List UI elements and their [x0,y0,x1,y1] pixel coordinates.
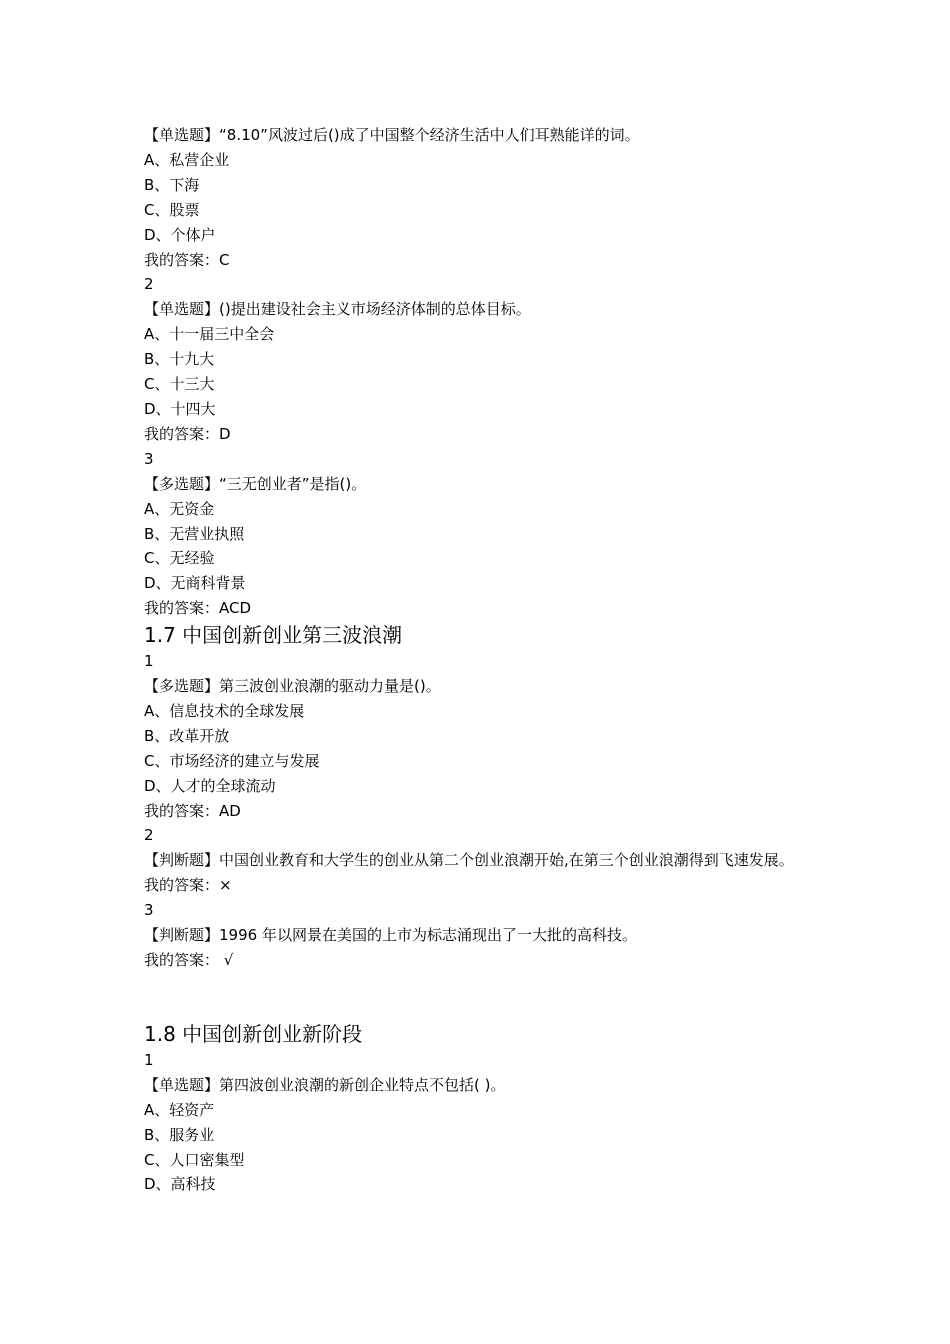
answer: 我的答案：D [144,424,231,443]
question-number: 2 [144,275,154,294]
option: B、下海 [144,175,200,194]
question-text: 【单选题】第四波创业浪潮的新创企业特点不包括( )。 [144,1075,506,1094]
option: D、无商科背景 [144,574,246,593]
answer: 我的答案： √ [144,951,234,969]
question-text: 【多选题】第三波创业浪潮的驱动力量是()。 [144,677,441,696]
option: B、无营业执照 [144,524,245,543]
question-number: 2 [144,826,154,845]
section [144,621,824,973]
question-text: 【多选题】“三无创业者”是指()。 [144,474,367,493]
section-heading: 1.7 中国创新创业第三波浪潮 [144,623,403,648]
option: A、无资金 [144,499,215,518]
question [144,1048,824,1197]
option: A、信息技术的全球发展 [144,701,305,720]
section-heading: 1.8 中国创新创业新阶段 [144,1021,363,1046]
question [144,272,824,446]
option: A、轻资产 [144,1100,215,1119]
option: B、十九大 [144,350,215,369]
option: C、无经验 [144,549,215,568]
document-page [144,123,824,1197]
option: D、高科技 [144,1175,216,1194]
question [144,123,824,272]
answer: 我的答案：× [144,876,232,895]
option: C、股票 [144,200,200,219]
question [144,649,824,823]
option: A、私营企业 [144,150,230,169]
question-number: 1 [144,652,154,671]
option: C、市场经济的建立与发展 [144,751,320,770]
question-text: 【单选题】()提出建设社会主义市场经济体制的总体目标。 [144,300,531,319]
answer: 我的答案：ACD [144,599,252,618]
section [144,1020,824,1197]
question [144,447,824,621]
option: B、服务业 [144,1125,215,1144]
option: D、十四大 [144,399,216,418]
option: B、改革开放 [144,726,230,745]
question-number: 1 [144,1050,154,1069]
answer: 我的答案：C [144,250,230,269]
option: D、人才的全球流动 [144,776,276,795]
option: A、十一届三中全会 [144,325,275,344]
question-text: 【单选题】“8.10”风波过后()成了中国整个经济生活中人们耳熟能详的词。 [144,126,640,144]
question-number: 3 [144,449,154,468]
question [144,898,824,973]
question-text: 【判断题】1996 年以网景在美国的上市为标志涌现出了一大批的高科技。 [144,926,637,945]
option: C、人口密集型 [144,1150,245,1169]
question-number: 3 [144,901,154,920]
question-text: 【判断题】中国创业教育和大学生的创业从第二个创业浪潮开始,在第三个创业浪潮得到飞速发展。 [144,851,794,870]
section [144,123,824,621]
answer: 我的答案：AD [144,801,241,820]
question [144,823,824,898]
option: C、十三大 [144,375,215,394]
option: D、个体户 [144,225,216,244]
